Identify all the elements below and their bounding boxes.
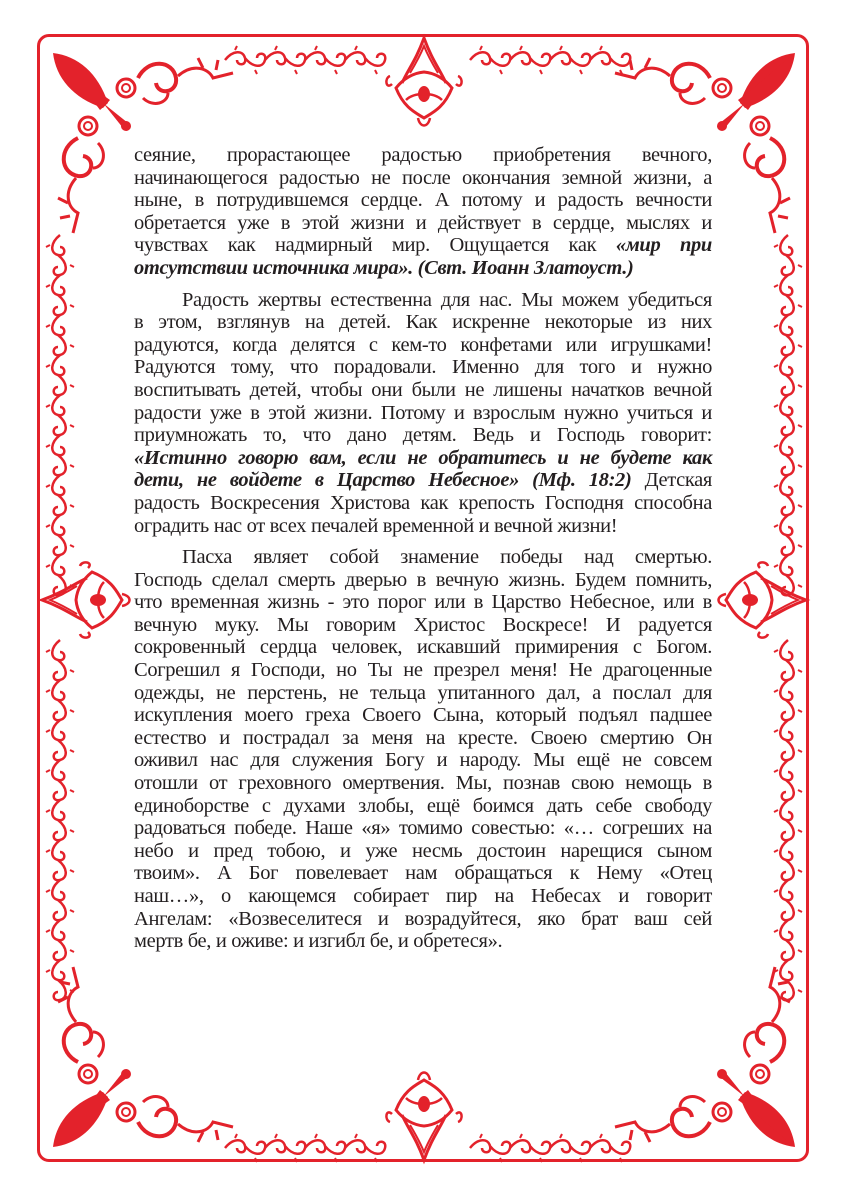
vine-segment-right bbox=[774, 515, 802, 555]
vine-segment-left bbox=[46, 800, 74, 840]
text-line bbox=[134, 515, 712, 538]
body-text: одежды, не перстень, не тельца упитанного дал, а послал для bbox=[134, 681, 712, 704]
vine-segment-right bbox=[774, 720, 802, 760]
vine-segment-bottom bbox=[590, 1134, 630, 1162]
text-line bbox=[134, 772, 712, 795]
vine-segment-right bbox=[774, 880, 802, 920]
vine-segment-left bbox=[46, 235, 74, 275]
text-line bbox=[134, 569, 712, 592]
vine-segment-left bbox=[46, 515, 74, 555]
text-line bbox=[134, 614, 712, 637]
body-text: единоборстве с духами злобы, ещё боимся дать себе свободу bbox=[134, 794, 712, 817]
body-text: воспитывать детей, чтобы они были не лишены начатков вечной bbox=[134, 378, 712, 401]
text-line bbox=[134, 144, 712, 167]
quote-text: дети, не войдете в Царство Небесное» (Мф. 18:2) bbox=[134, 469, 632, 492]
vine-segment-right bbox=[774, 840, 802, 880]
text-line bbox=[134, 795, 712, 818]
text-line bbox=[134, 167, 712, 190]
text-line bbox=[134, 840, 712, 863]
body-text: естество и пострадал за меня на кресте. Своею смертию Он bbox=[134, 726, 712, 749]
vine-segment-left bbox=[46, 475, 74, 515]
body-text: искупления моего греха Своего Сына, который подъял падшее bbox=[134, 704, 712, 727]
body-text: обретается уже в этой жизни и действует в сердце, мыслях и bbox=[134, 211, 712, 234]
vine-segment-left bbox=[46, 680, 74, 720]
body-text: чувствах как надмирный мир. Ощущается как bbox=[134, 234, 616, 257]
body-text: радость Воскресения Христова как крепость Господня способна bbox=[134, 491, 712, 514]
vine-segment-right bbox=[774, 395, 802, 435]
vine-segment-top bbox=[590, 46, 630, 74]
text-line bbox=[134, 402, 712, 425]
vine-segment-right bbox=[774, 800, 802, 840]
text-line bbox=[134, 311, 712, 334]
vine-segment-left bbox=[46, 395, 74, 435]
vine-segment-bottom bbox=[470, 1134, 510, 1162]
vine-segment-right bbox=[774, 680, 802, 720]
body-text: ныне, в потрудившемся сердце. А потому и радость вечности bbox=[134, 189, 712, 212]
text-line bbox=[134, 424, 712, 447]
text-line bbox=[134, 704, 712, 727]
vine-segment-top bbox=[265, 46, 305, 74]
body-text: приумножать то, что дано детям. Ведь и Господь говорит: bbox=[134, 424, 712, 447]
text-line bbox=[134, 492, 712, 515]
text-line bbox=[134, 212, 712, 235]
text-line bbox=[134, 659, 712, 682]
vine-segment-left bbox=[46, 720, 74, 760]
vine-segment-bottom bbox=[345, 1134, 385, 1162]
text-line bbox=[134, 257, 712, 280]
text-line bbox=[134, 356, 712, 379]
vine-segment-left bbox=[46, 275, 74, 315]
body-text: Ангелам: «Возвеселитеся и возрадуйтеся, яко брат ваш сей bbox=[134, 907, 712, 930]
text-line bbox=[134, 546, 712, 569]
text-line bbox=[134, 817, 712, 840]
quote-text: отсутствии источника мира». (Свт. Иоанн Златоуст.) bbox=[134, 256, 634, 279]
text-line bbox=[134, 636, 712, 659]
vine-segment-top bbox=[305, 46, 345, 74]
vine-segment-bottom bbox=[265, 1134, 305, 1162]
body-text: отошли от греховного омертвения. Мы, познав свою немощь в bbox=[134, 772, 712, 795]
vine-segment-left bbox=[46, 315, 74, 355]
body-text: Господь сделал смерть дверью в вечную жизнь. Будем помнить, bbox=[134, 568, 712, 591]
text-line bbox=[134, 885, 712, 908]
text-line bbox=[134, 189, 712, 212]
text-line bbox=[134, 379, 712, 402]
body-text: оживил нас для служения Богу и народу. Мы ещё не совсем bbox=[134, 749, 712, 772]
corner-ornament-bottom-right bbox=[615, 967, 795, 1147]
vine-segment-top bbox=[510, 46, 550, 74]
text-line bbox=[134, 749, 712, 772]
vine-segment-top bbox=[550, 46, 590, 74]
body-text: радуются, когда делятся с кем-то конфетами или игрушками! bbox=[134, 333, 712, 356]
vine-segment-left bbox=[46, 840, 74, 880]
quote-text: «Истинно говорю вам, если не обратитесь и не будете как bbox=[134, 446, 712, 469]
vine-segment-right bbox=[774, 760, 802, 800]
document-body bbox=[134, 144, 712, 962]
vine-segment-top bbox=[470, 46, 510, 74]
vine-segment-left bbox=[46, 920, 74, 960]
body-text: начинающегося радостью не после окончания земной жизни, а bbox=[134, 166, 712, 189]
corner-ornament-bottom-left bbox=[53, 967, 233, 1147]
text-line bbox=[134, 862, 712, 885]
text-line bbox=[134, 930, 712, 953]
body-text: твоим». А Бог повелевает нам обращаться к Нему «Отец bbox=[134, 862, 712, 885]
vine-segment-right bbox=[774, 435, 802, 475]
text-line bbox=[134, 234, 712, 257]
vine-segment-right bbox=[774, 920, 802, 960]
body-text: радости уже в этой жизни. Потому и взрослым нужно учиться и bbox=[134, 401, 712, 424]
text-line bbox=[134, 908, 712, 931]
text-line bbox=[134, 447, 712, 470]
vine-segment-bottom bbox=[225, 1134, 265, 1162]
vine-segment-right bbox=[774, 355, 802, 395]
text-line bbox=[134, 289, 712, 312]
text-line bbox=[134, 469, 712, 492]
vine-segment-right bbox=[774, 235, 802, 275]
body-text: что временная жизнь - это порог или в Царство Небесное, или в bbox=[134, 591, 712, 614]
body-text: Радость жертвы естественна для нас. Мы можем убедиться bbox=[182, 288, 712, 311]
body-text: небо и пред тобою, и уже несмь достоин нарещися сыном bbox=[134, 839, 712, 862]
vine-segment-right bbox=[774, 275, 802, 315]
body-text: сокровенный сердца человек, искавший примирения с Богом. bbox=[134, 636, 712, 659]
vine-segment-bottom bbox=[550, 1134, 590, 1162]
body-text: в этом, взглянув на детей. Как искренне некоторые из них bbox=[134, 311, 712, 334]
text-line bbox=[134, 591, 712, 614]
vine-segment-bottom bbox=[305, 1134, 345, 1162]
vine-segment-left bbox=[46, 355, 74, 395]
vine-segment-top bbox=[345, 46, 385, 74]
vine-segment-right bbox=[774, 475, 802, 515]
vine-segment-top bbox=[225, 46, 265, 74]
vine-segment-left bbox=[46, 640, 74, 680]
body-text: Согрешил я Господи, но Ты не презрел меня! Не драгоценные bbox=[134, 659, 712, 682]
vine-segment-right bbox=[774, 640, 802, 680]
paragraph bbox=[134, 546, 712, 953]
body-text: Радуются тому, что порадовали. Именно для того и нужно bbox=[134, 356, 712, 379]
vine-segment-left bbox=[46, 760, 74, 800]
vine-segment-right bbox=[774, 315, 802, 355]
paragraph bbox=[134, 289, 712, 538]
body-text: радоваться победе. Наше «я» томимо совестью: «… согреших на bbox=[134, 817, 712, 840]
body-text: Пасха являет собой знамение победы над смертью. bbox=[182, 546, 712, 569]
body-text: оградить нас от всех печалей временной и вечной жизни! bbox=[134, 514, 618, 537]
body-text: сеяние, прорастающее радостью приобретения вечного, bbox=[134, 144, 712, 166]
text-line bbox=[134, 334, 712, 357]
body-text: вечную муку. Мы говорим Христос Воскресе! И радуется bbox=[134, 613, 712, 636]
vine-segment-bottom bbox=[510, 1134, 550, 1162]
vine-segment-left bbox=[46, 880, 74, 920]
quote-text: «мир при bbox=[615, 234, 712, 257]
body-text: Детская bbox=[631, 469, 712, 492]
text-line bbox=[134, 727, 712, 750]
crown-ornament-bottom bbox=[386, 1073, 461, 1161]
crown-ornament-top bbox=[386, 38, 461, 126]
vine-segment-left bbox=[46, 435, 74, 475]
body-text: наш…», о кающемся собирает пир на Небесах и говорит bbox=[134, 885, 712, 907]
text-line bbox=[134, 682, 712, 705]
paragraph bbox=[134, 144, 712, 280]
body-text: мертв бе, и оживе: и изгибл бе, и обретеся». bbox=[134, 930, 503, 953]
